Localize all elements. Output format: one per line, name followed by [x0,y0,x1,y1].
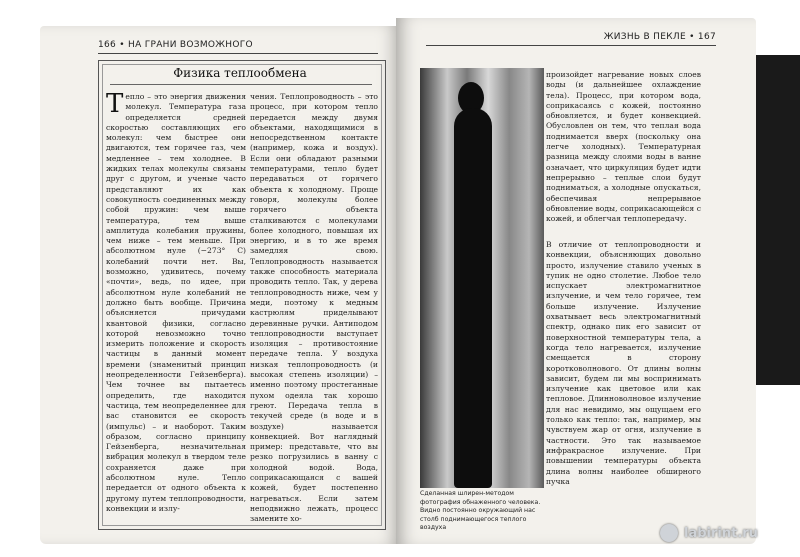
left-column-2: чения. Теплопроводность – это процесс, при котором тепло передается между двумя объектами, находящимися в непосредственном контакте (например, кожа и воздух). Если они обладают разными температурами, тепло будет передаваться от горячего объекта к холодному. Проще говоря, молекулы более горячего объекта сталкиваются с молекулами более холодного, повышая их энергию, и в то же время замедляя свою. Теплопроводность называется также способность материала проводить тепло. Так, у дерева теплопроводность ниже, чем у меди, поэтому к медным кастрюлям придeлывают деревянные ручки. Антиподом теплопроводности выступает изоляция – противостояние передаче тепла. У воздуха низкая теплопроводность (и высокая степень изоляции) – именно поэтому простеганные пухом одеяла так хорошо греют. Передача тепла в текучей среде (в воде и в воздухе) называется конвекцией. Вот наглядный пример: представьте, что вы резко погрузились в ванну с холодной водой. Вода, соприкасающаяся с вашей кожей, будет постепенно нагреваться. Если затем неподвижно лежать, процесс замените хо- [250,92,378,524]
head-rule-right [426,45,716,46]
left-column-1-text: епло – это энергия движения молекул. Температура газа определяется средней скоростью составляющих его молекул: чем быстрее они двигаются, тем горячее газ, чем медленнее – тем холоднее. В жидких телах молекулы связаны друг с другом, и ученые часто представляют их как совокупность соединенных между собой пружин: чем выше температура, тем выше амплитуда колебания пружины, чем ниже – тем меньше. При абсолютном нуле (−273° С) колебаний почти нет. Вы, возможно, удивитесь, почему «почти», ведь, по идее, при абсолютном нуле колебаний не должно быть вообще. Причина объясняется причудами квантовой физики, согласно которой невозможно точно измерить положение и скорость частицы в данный момент времени (знаменитый принцип неопределенности Гейзенберга). Чем точнее вы пытаетесь определить, где находится частица, тем неопределеннее для вас становится ее скорость (импульс) – и наоборот. Таким образом, согласно принципу Гейзенберга, незначительная вибрация молекул в твердом теле сохраняется даже при абсолютном нуле. Тепло передается от одного объекта к другому путем теплопроводности, конвекции и излу- [106,92,246,513]
open-book [40,6,756,546]
title-rule [110,84,372,85]
right-column-2: В отличие от теплопроводности и конвекции, объясняющих довольно просто, излучение ставило ученых в тупик не одно столетие. Любое тело испускает электромагнитное излучение, и чем тело горячее, тем больше излучение. Излучение охватывает весь электромагнитный спектр, однако пик его зависит от поверхностной температуры тела, а когда тело нагревается, излучение смещается в сторону коротковолнового. От длины волны зависит, будем ли мы воспринимать излучение как цветовое или как тепловое. Длинноволновое излучение для нас невидимо, мы ощущаем его только как тепло: так, например, мы чувствуем жар от огня, излучение в частности. Это так называемое инфракрасное излучение. При повышении температуры объекта длина волны наиболее обширного пучка [546,240,701,486]
silhouette-body [454,108,492,488]
watermark-logo-icon [660,524,678,542]
head-rule-left [98,53,378,54]
running-head-left: 166 • НА ГРАНИ ВОЗМОЖНОГО [98,40,253,50]
schlieren-photo [420,68,544,488]
right-column-1: произойдет нагревание новых слоев воды (и дальнейшее охлаждение тела). Процесс, при котором вода, соприкасаясь с кожей, постоянно обновляется, и будет конвекцией. Обусловлен он тем, что теплая вода поднимается вверх (поскольку она легче холодных). Температурная разница между слоями воды в ванне означает, что циркуляция будет идти непрерывно – теплые слои будут подниматься, а холодные опускаться, обеспечивая непрерывное обновление воды, соприкасающейся с кожей, и облегчая теплопередачу. [546,70,701,224]
drop-cap: Т [106,89,124,119]
right-page [396,18,756,544]
running-head-right: ЖИЗНЬ В ПЕКЛЕ • 167 [603,32,716,42]
watermark: labirint.ru [684,526,758,541]
section-title: Физика теплообмена [173,66,307,80]
left-page [40,26,400,544]
photo-caption: Сделанная шлирен-методом фотография обнаженного человека. Видно постоянно окружающий нас столб поднимающегося теплого воздуха [420,490,541,532]
left-column-1 [106,89,246,514]
